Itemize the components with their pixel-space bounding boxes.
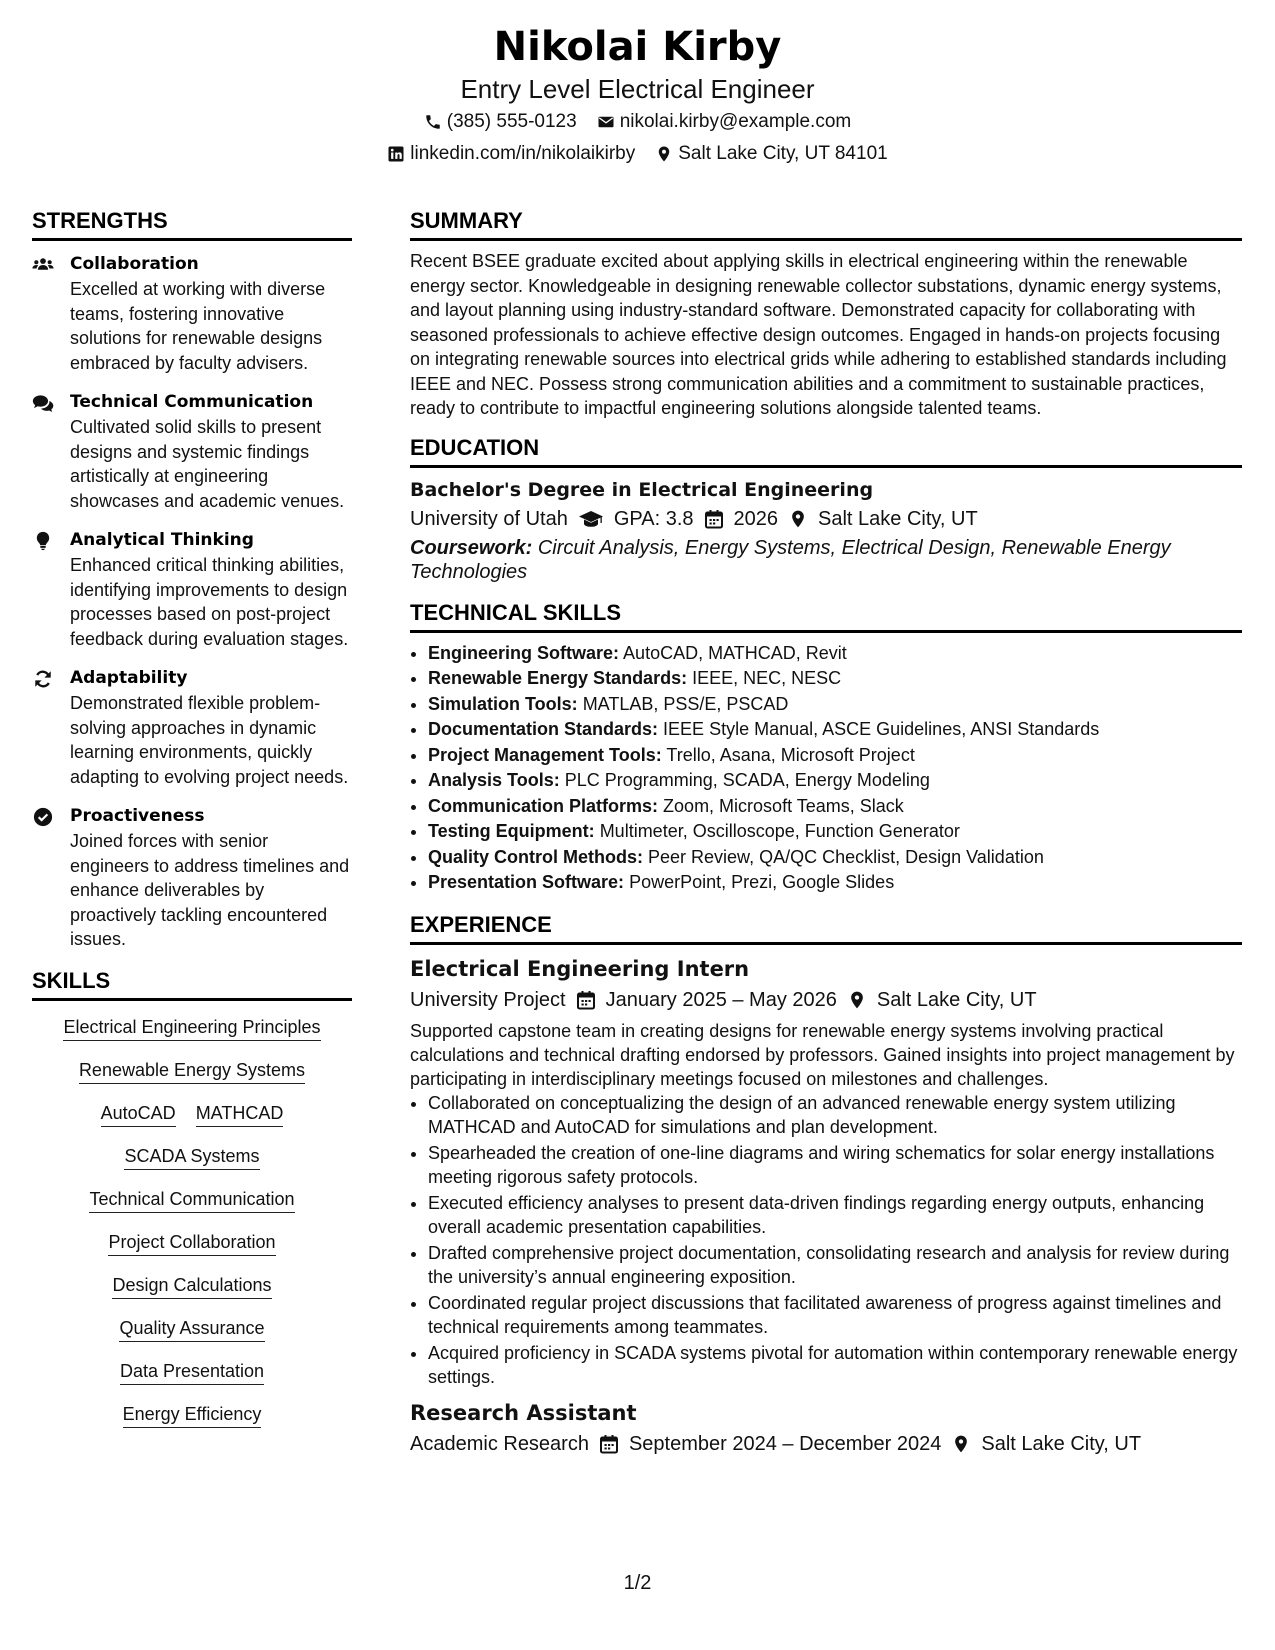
technical-skills-list bbox=[410, 641, 1242, 896]
job-entry bbox=[410, 1397, 1242, 1459]
graduation-cap-icon bbox=[578, 509, 604, 529]
skills-list bbox=[32, 1009, 352, 1428]
skill-value: PLC Programming, SCADA, Energy Modeling bbox=[564, 770, 930, 790]
comments-icon bbox=[32, 393, 54, 413]
strength-item bbox=[32, 527, 352, 651]
strength-desc: Cultivated solid skills to present designs and systemic findings artistically at engineering showcases and academic venues. bbox=[70, 417, 345, 511]
strength-item bbox=[32, 665, 352, 789]
skill-tag: Quality Assurance bbox=[119, 1316, 264, 1342]
linkedin-contact[interactable] bbox=[387, 138, 635, 170]
right-column bbox=[410, 206, 1242, 1459]
skill-label: Project Management Tools: bbox=[428, 744, 662, 765]
job-dates: January 2025 – May 2026 bbox=[605, 988, 837, 1011]
skill-label: Quality Control Methods: bbox=[428, 846, 643, 867]
education-location: Salt Lake City, UT bbox=[818, 507, 978, 530]
skill-value: Trello, Asana, Microsoft Project bbox=[666, 744, 915, 765]
resume-header bbox=[0, 22, 1275, 170]
phone-contact bbox=[424, 106, 577, 138]
coursework bbox=[410, 536, 1242, 584]
list-item bbox=[428, 819, 1242, 845]
phone-text: (385) 555-0123 bbox=[446, 111, 577, 132]
strength-title: Technical Communication bbox=[70, 392, 314, 412]
calendar-icon bbox=[576, 990, 596, 1010]
skill-label: Simulation Tools: bbox=[428, 693, 578, 714]
location-contact bbox=[655, 138, 887, 170]
job-meta bbox=[410, 1429, 1242, 1459]
candidate-name: Nikolai Kirby bbox=[493, 24, 782, 70]
skills-heading: SKILLS bbox=[32, 966, 352, 1001]
job-org: Academic Research bbox=[410, 1432, 589, 1455]
map-marker-icon bbox=[847, 990, 867, 1010]
check-circle-icon bbox=[32, 807, 54, 827]
skill-value: PowerPoint, Prezi, Google Slides bbox=[629, 872, 895, 892]
skill-label: Testing Equipment: bbox=[428, 821, 595, 841]
sync-icon bbox=[32, 669, 54, 689]
list-item: • Executed efficiency analyses to present data-driven findings regarding energy outputs, enhancing overall academic presentation capabilities. bbox=[428, 1191, 1242, 1239]
technical-skills-heading: TECHNICAL SKILLS bbox=[410, 598, 1242, 633]
strength-item bbox=[32, 389, 352, 513]
list-item bbox=[428, 794, 1242, 820]
strength-desc: Enhanced critical thinking abilities, identifying improvements to design processes based on post-project feedback during evaluation stages. bbox=[70, 555, 349, 649]
strength-title: Adaptability bbox=[70, 668, 188, 688]
summary-heading: SUMMARY bbox=[410, 206, 1242, 241]
skill-tag: Electrical Engineering Principles bbox=[63, 1015, 320, 1041]
strengths-heading: STRENGTHS bbox=[32, 206, 352, 241]
skill-tag: Renewable Energy Systems bbox=[79, 1058, 305, 1084]
calendar-icon bbox=[599, 1434, 619, 1454]
location-text: Salt Lake City, UT 84101 bbox=[678, 143, 888, 164]
list-item bbox=[428, 692, 1242, 718]
strength-title: Proactiveness bbox=[70, 806, 205, 826]
skill-label: Engineering Software: bbox=[428, 642, 620, 663]
strength-title: Analytical Thinking bbox=[70, 530, 254, 550]
skill-tag: Data Presentation bbox=[120, 1359, 264, 1385]
calendar-icon bbox=[704, 509, 724, 529]
skill-tag: Energy Efficiency bbox=[123, 1402, 262, 1428]
job-dates: September 2024 – December 2024 bbox=[628, 1432, 942, 1455]
job-bullets bbox=[410, 1091, 1242, 1389]
job-title: Research Assistant bbox=[410, 1400, 637, 1425]
strength-desc: Demonstrated flexible problem-solving approaches in dynamic learning environments, quickly adapting to evolving project needs. bbox=[70, 693, 349, 787]
skill-value: IEEE, NEC, NESC bbox=[692, 668, 842, 688]
envelope-icon bbox=[597, 113, 615, 131]
school-name: University of Utah bbox=[410, 507, 568, 530]
list-item bbox=[428, 641, 1242, 667]
coursework-label: Coursework: bbox=[410, 536, 533, 559]
list-item: • Spearheaded the creation of one-line diagrams and wiring schematics for solar energy installations meeting rigorous safety protocols. bbox=[428, 1141, 1242, 1189]
list-item bbox=[428, 845, 1242, 871]
list-item: • Coordinated regular project discussions that facilitated awareness of progress against timelines and technical requirements among teammates. bbox=[428, 1291, 1242, 1339]
email-text[interactable]: nikolai.kirby@example.com bbox=[619, 111, 852, 132]
skill-label: Communication Platforms: bbox=[428, 795, 659, 816]
list-item bbox=[428, 743, 1242, 769]
education-heading: EDUCATION bbox=[410, 433, 1242, 468]
phone-icon bbox=[424, 113, 442, 131]
summary-text: Recent BSEE graduate excited about applying skills in electrical engineering within the renewable energy sector. Knowledgeable in designing renewable collector substations, dynamic energy systems, and layout planning using industry-standard software. Demonstrated capacity for collaborating with seasoned professionals to achieve effective design outcomes. Engaged in hands-on projects focusing on integrating renewable sources into electrical grids while adhering to established standards including IEEE and NEC. Possess strong communication abilities and a commitment to sustainable practices, ready to contribute to impactful engineering solutions alongside talented teams. bbox=[410, 251, 1227, 418]
map-marker-icon bbox=[788, 509, 808, 529]
strength-desc: Joined forces with senior engineers to address timelines and enhance deliverables by proactively tackling encountered issues. bbox=[70, 831, 350, 949]
skill-tag: SCADA Systems bbox=[124, 1144, 259, 1170]
graduation-year: 2026 bbox=[733, 507, 779, 530]
skill-tag: Technical Communication bbox=[89, 1187, 294, 1213]
skill-value: Peer Review, QA/QC Checklist, Design Validation bbox=[648, 846, 1044, 867]
list-item: • Collaborated on conceptualizing the design of an advanced renewable energy system utilizing MATHCAD and AutoCAD for simulations and plan development. bbox=[428, 1091, 1242, 1139]
list-item bbox=[428, 768, 1242, 794]
linkedin-icon bbox=[387, 145, 405, 163]
skill-tag: AutoCAD bbox=[101, 1101, 176, 1127]
education-meta bbox=[410, 504, 1242, 534]
contact-row-1 bbox=[0, 106, 1275, 138]
list-item bbox=[428, 717, 1242, 743]
map-marker-icon bbox=[655, 145, 673, 163]
lightbulb-icon bbox=[32, 531, 54, 551]
experience-heading: EXPERIENCE bbox=[410, 910, 1242, 945]
email-contact[interactable] bbox=[597, 106, 852, 138]
strength-title: Collaboration bbox=[70, 254, 199, 274]
job-location: Salt Lake City, UT bbox=[876, 988, 1037, 1011]
degree-title: Bachelor's Degree in Electrical Engineering bbox=[410, 478, 874, 501]
skill-label: Presentation Software: bbox=[428, 872, 625, 892]
strengths-list bbox=[32, 251, 352, 952]
skill-value: AutoCAD, MATHCAD, Revit bbox=[623, 642, 847, 663]
job-title: Electrical Engineering Intern bbox=[410, 956, 750, 981]
skill-label: Documentation Standards: bbox=[428, 719, 659, 739]
skill-value: MATLAB, PSS/E, PSCAD bbox=[582, 693, 789, 714]
list-item: • Acquired proficiency in SCADA systems pivotal for automation within contemporary renewable energy settings. bbox=[428, 1341, 1242, 1389]
strength-desc: Excelled at working with diverse teams, fostering innovative solutions for renewable designs embraced by faculty advisers. bbox=[70, 279, 326, 373]
skill-tag: Design Calculations bbox=[112, 1273, 271, 1299]
skill-label: Renewable Energy Standards: bbox=[428, 668, 688, 688]
skill-value: Zoom, Microsoft Teams, Slack bbox=[663, 795, 904, 816]
skill-value: Multimeter, Oscilloscope, Function Generator bbox=[599, 821, 960, 841]
skill-tag: Project Collaboration bbox=[108, 1230, 275, 1256]
candidate-title: Entry Level Electrical Engineer bbox=[460, 74, 815, 104]
skill-value: IEEE Style Manual, ASCE Guidelines, ANSI Standards bbox=[663, 719, 1100, 739]
page-number: 1/2 bbox=[623, 1572, 652, 1594]
coursework-text: Circuit Analysis, Energy Systems, Electrical Design, Renewable Energy Technologies bbox=[410, 536, 1171, 583]
strength-item bbox=[32, 251, 352, 375]
list-item bbox=[428, 870, 1242, 896]
list-item: • Drafted comprehensive project documentation, consolidating research and analysis for review during the university’s annual engineering exposition. bbox=[428, 1241, 1242, 1289]
linkedin-text[interactable]: linkedin.com/in/nikolaikirby bbox=[410, 143, 636, 164]
list-item bbox=[428, 666, 1242, 692]
job-meta bbox=[410, 985, 1242, 1015]
gpa-text: GPA: 3.8 bbox=[613, 507, 694, 530]
skill-tag: MATHCAD bbox=[196, 1101, 284, 1127]
job-entry bbox=[410, 953, 1242, 1389]
left-column bbox=[32, 206, 352, 1445]
strength-item bbox=[32, 803, 352, 952]
contact-row-2 bbox=[0, 138, 1275, 170]
job-location: Salt Lake City, UT bbox=[981, 1432, 1142, 1455]
users-icon bbox=[32, 255, 54, 275]
skill-label: Analysis Tools: bbox=[428, 770, 560, 790]
job-description: Supported capstone team in creating designs for renewable energy systems involving practical calculations and technical drafting endorsed by professors. Gained insights into project management by participating in interdisciplinary meetings focused on milestones and challenges. bbox=[410, 1020, 1235, 1089]
job-org: University Project bbox=[410, 988, 566, 1011]
map-marker-icon bbox=[951, 1434, 971, 1454]
